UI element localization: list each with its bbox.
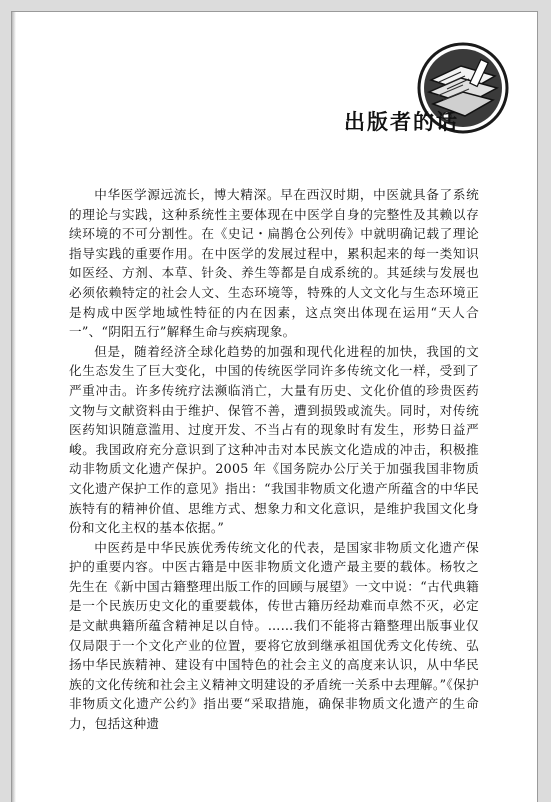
body-text	[69, 185, 479, 734]
paragraph: 中华医学源远流长，博大精深。早在西汉时期，中医就具备了系统的理论与实践，这种系统性主要体现在中医学自身的完整性及其赖以存续环境的不可分割性。在《史记・扁鹊仓公列传》中就明确记载了理论指导实践的重要作用。在中医学的发展过程中，累积起来的每一类知识如医经、方剂、本草、针灸、养生等都是自成系统的。其延续与发展也必须依赖特定的社会人文、生态环境等，特殊的人文文化与生态环境正是构成中医学地域性特征的内在因素，这点突出体现在运用“天人合一”、“阴阳五行”解释生命与疾病现象。	[69, 187, 479, 340]
page-edge-shadow	[12, 12, 16, 802]
book-page	[12, 12, 537, 802]
paragraph: 中医药是中华民族优秀传统文化的代表，是国家非物质文化遗产保护的重要内容。中医古籍是中医非物质文化遗产最主要的载体。杨牧之先生在《新中国古籍整理出版工作的回顾与展望》一文中说：“古代典籍是一个民族历史文化的重要载体，传世古籍历经劫难而卓然不灭，必定是文献典籍所蕴含精神足以自恃。……我们不能将古籍整理出版事业仅仅局限于一个文化产业的位置，要将它放到继承祖国优秀文化传统、弘扬中华民族精神、建设有中国特色的社会主义的高度来认识，从中华民族的文化传统和社会主义精神文明建设的矛盾统一关系中去理解。”《保护非物质文化遗产公约》指出要“采取措施，确保非物质文化遗产的生命力，包括这种遗	[69, 539, 479, 732]
page-title: 出版者的话	[344, 110, 459, 134]
paragraph: 但是，随着经济全球化趋势的加强和现代化进程的加快，我国的文化生态发生了巨大变化，中国的传统医学同许多传统文化一样，受到了严重冲击。许多传统疗法濒临消亡，大量有历史、文化价值的珍贵医药文物与文献资料由于维护、保管不善，遭到损毁或流失。同时，对传统医药知识随意滥用、过度开发、不当占有的现象时有发生，形势日益严峻。我国政府充分意识到了这种冲击对本民族文化造成的冲击，积极推动非物质文化遗产保护。2005 年《国务院办公厅关于加强我国非物质文化遗产保护工作的意见》指出：“我国非物质文化遗产所蕴含的中华民族特有的精神价值、思维方式、想象力和文化意识，是维护我国文化身份和文化主权的基本依据。”	[69, 343, 479, 536]
